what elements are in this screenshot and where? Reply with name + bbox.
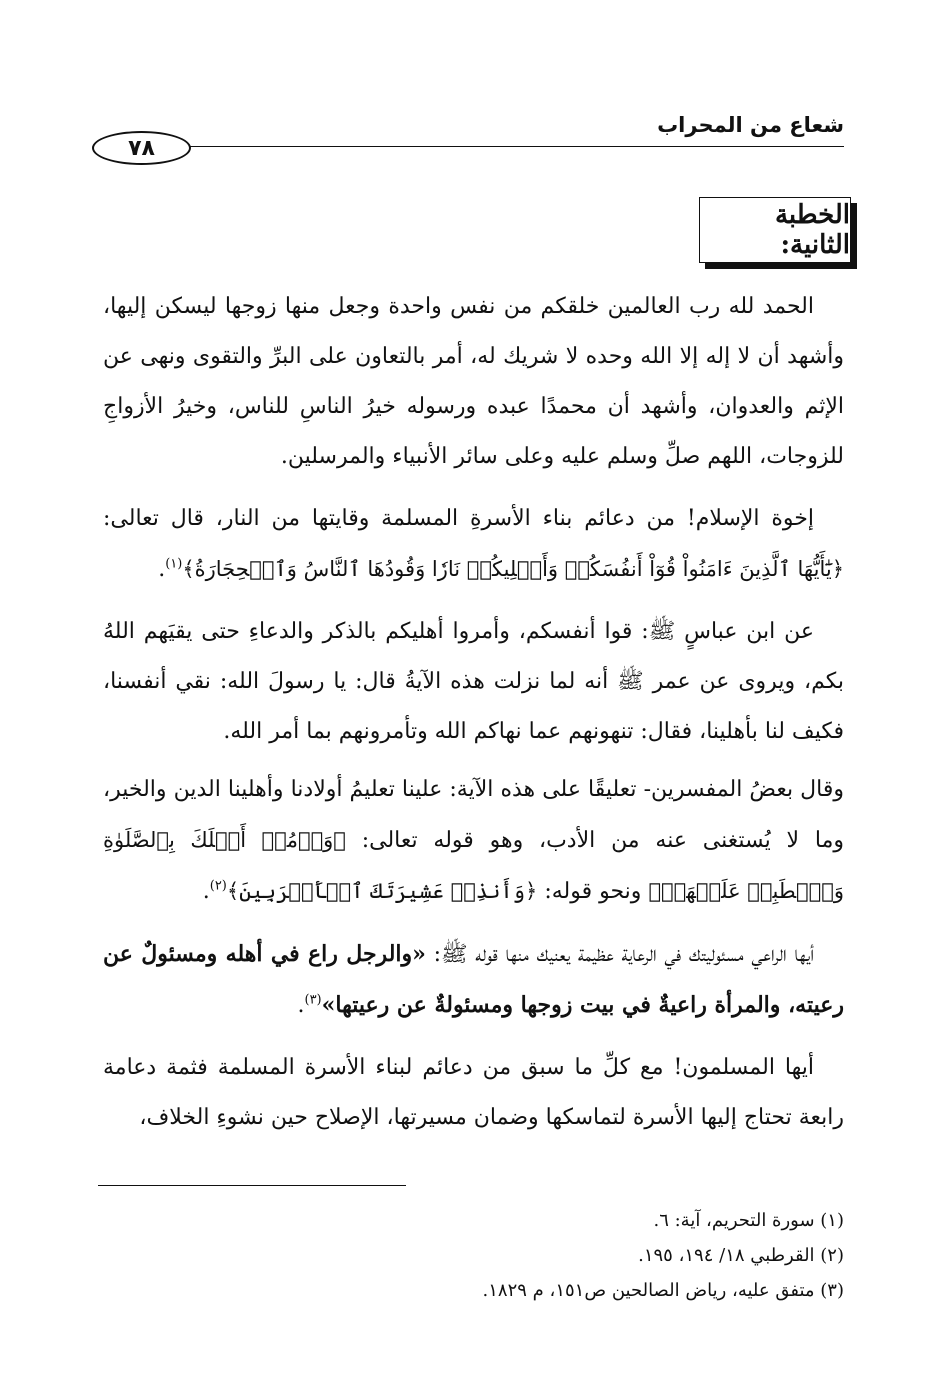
footnote-item: (٢) القرطبي ١٨/ ١٩٤، ١٩٥. bbox=[638, 1245, 844, 1266]
footnote-ref: (٣) bbox=[304, 992, 322, 1008]
section-heading-box bbox=[699, 197, 851, 263]
footnote-rule bbox=[98, 1185, 406, 1186]
section-title: الخطبة الثانية: bbox=[774, 200, 850, 260]
header-rule bbox=[95, 146, 844, 147]
running-title: شعاع من المحراب bbox=[657, 113, 844, 137]
page-number-badge bbox=[92, 131, 191, 165]
hadith-quote: «والرجل راع في أهله ومسئولٌ عن رعيته، والمرأة راعيةٌ في بيت زوجها ومسئولةٌ عن رعيتها» bbox=[103, 941, 844, 1018]
quran-quote: ﴿وَأۡمُرۡ أَهۡلَكَ بِٱلصَّلَوٰةِ وَٱصۡطَبِرۡ عَلَيۡهَاۖ﴾ bbox=[103, 828, 844, 903]
quran-quote: ﴿يَٰٓأَيُّهَا ٱلَّذِينَ ءَامَنُواْ قُوٓاْ أَنفُسَكُمۡ وَأَهۡلِيكُمۡ نَارٗا وَقُودُهَا ٱلنَّاسُ وَٱلۡحِجَارَةُ﴾ bbox=[182, 557, 844, 581]
body-text bbox=[103, 282, 844, 1155]
footnote-item: (١) سورة التحريم، آية: ٦. bbox=[653, 1210, 844, 1231]
paragraph-opening-praise: الحمد لله رب العالمين خلقكم من نفس واحدة وجعل منها زوجها ليسكن إليها، وأشهد أن لا إله إلا الله وحده لا شريك له، أمر بالتعاون على البرِّ والتقوى ونهى عن الإثم والعدوان، وأشهد أن محمدًا عبده ورسوله خيرُ الناسِ للناس، وخيرُ الأزواجِ للزوجات، اللهم صلِّ وسلم عليه وعلى سائر الأنبياء والمرسلين. bbox=[103, 294, 844, 469]
paragraph-ibn-abbas: عن ابن عباسٍ ﷺ: قوا أنفسكم، وأمروا أهليكم بالذكر والدعاءِ حتى يقيَهم اللهُ بكم، ويروى عن عمر ﷺ أنه لما نزلت هذه الآيةُ قال: يا رسولَ الله: نقي أنفسنا، فكيف لنا بأهلينا، فقال: تنهونهم عما نهاكم الله وتأمرونهم بما أمر الله. bbox=[103, 619, 844, 744]
paragraph-text: إخوة الإسلام! من دعائم بناء الأسرةِ المسلمة وقايتها من النار، قال تعالى: bbox=[103, 506, 814, 531]
footnote-item: (٣) متفق عليه، رياض الصالحين ص١٥١، م ١٨٢٩. bbox=[482, 1280, 844, 1301]
paragraph-protection-from-fire: إخوة الإسلام! من دعائم بناء الأسرةِ المسلمة وقايتها من النار، قال تعالى: ﴿يَٰٓأَيُّهَا ٱلَّذِينَ ءَامَنُواْ قُوٓاْ أَنفُسَكُمۡ وَأَهۡلِيكُمۡ نَارٗا وَقُودُهَا ٱلنَّاسُ وَٱلۡحِجَارَةُ﴾$^{(١)}$. bbox=[103, 506, 844, 582]
paragraph-reconciliation: أيها المسلمون! مع كلِّ ما سبق من دعائم لبناء الأسرة المسلمة فثمة دعامة رابعة تحتاج إليها الأسرة لتماسكها وضمان مسيرتها، الإصلاح حين نشوءِ الخلاف، bbox=[103, 1055, 844, 1130]
paragraph-commentators: وقال بعضُ المفسرين- تعليقًا على هذه الآية: علينا تعليمُ أولادنا وأهلينا الدين والخير، وما لا يُستغنى عنه من الأدب، وهو قوله تعالى: ﴿وَأۡمُرۡ أَهۡلَكَ بِٱلصَّلَوٰةِ وَٱصۡطَبِرۡ عَلَيۡهَاۖ﴾ ونحو قوله: ﴿وَأَنذِرۡ عَشِيرَتَكَ ٱلۡأَقۡرَبِينَ﴾$^{(٢)}$. bbox=[103, 777, 844, 904]
paragraph-shepherd: أيها الراعي مسئوليتك في الرعاية عظيمة يعنيك منها قوله ﷺ: «والرجل راع في أهله ومسئولٌ عن رعيته، والمرأة راعيةٌ في بيت زوجها ومسئولةٌ عن رعيتها»$^{(٣)}$. bbox=[103, 941, 844, 1018]
page-number: ٧٨ bbox=[128, 135, 155, 161]
footnotes bbox=[103, 1203, 844, 1308]
quran-quote: ﴿وَأَنذِرۡ عَشِيرَتَكَ ٱلۡأَقۡرَبِينَ﴾ bbox=[226, 879, 538, 903]
paragraph-text: ونحو قوله: bbox=[544, 879, 642, 904]
paragraph-text: أيها الراعي مسئوليتك في الرعاية عظيمة يعنيك منها قوله ﷺ: bbox=[433, 942, 814, 967]
paragraph-text: وقال بعضُ المفسرين- تعليقًا على هذه الآية: علينا تعليمُ أولادنا وأهلينا الدين والخير، وما لا يُستغنى عنه من الأدب، وهو قوله تعالى: bbox=[103, 777, 844, 853]
footnote-ref: (٢) bbox=[209, 878, 227, 894]
footnote-ref: (١) bbox=[165, 556, 183, 572]
